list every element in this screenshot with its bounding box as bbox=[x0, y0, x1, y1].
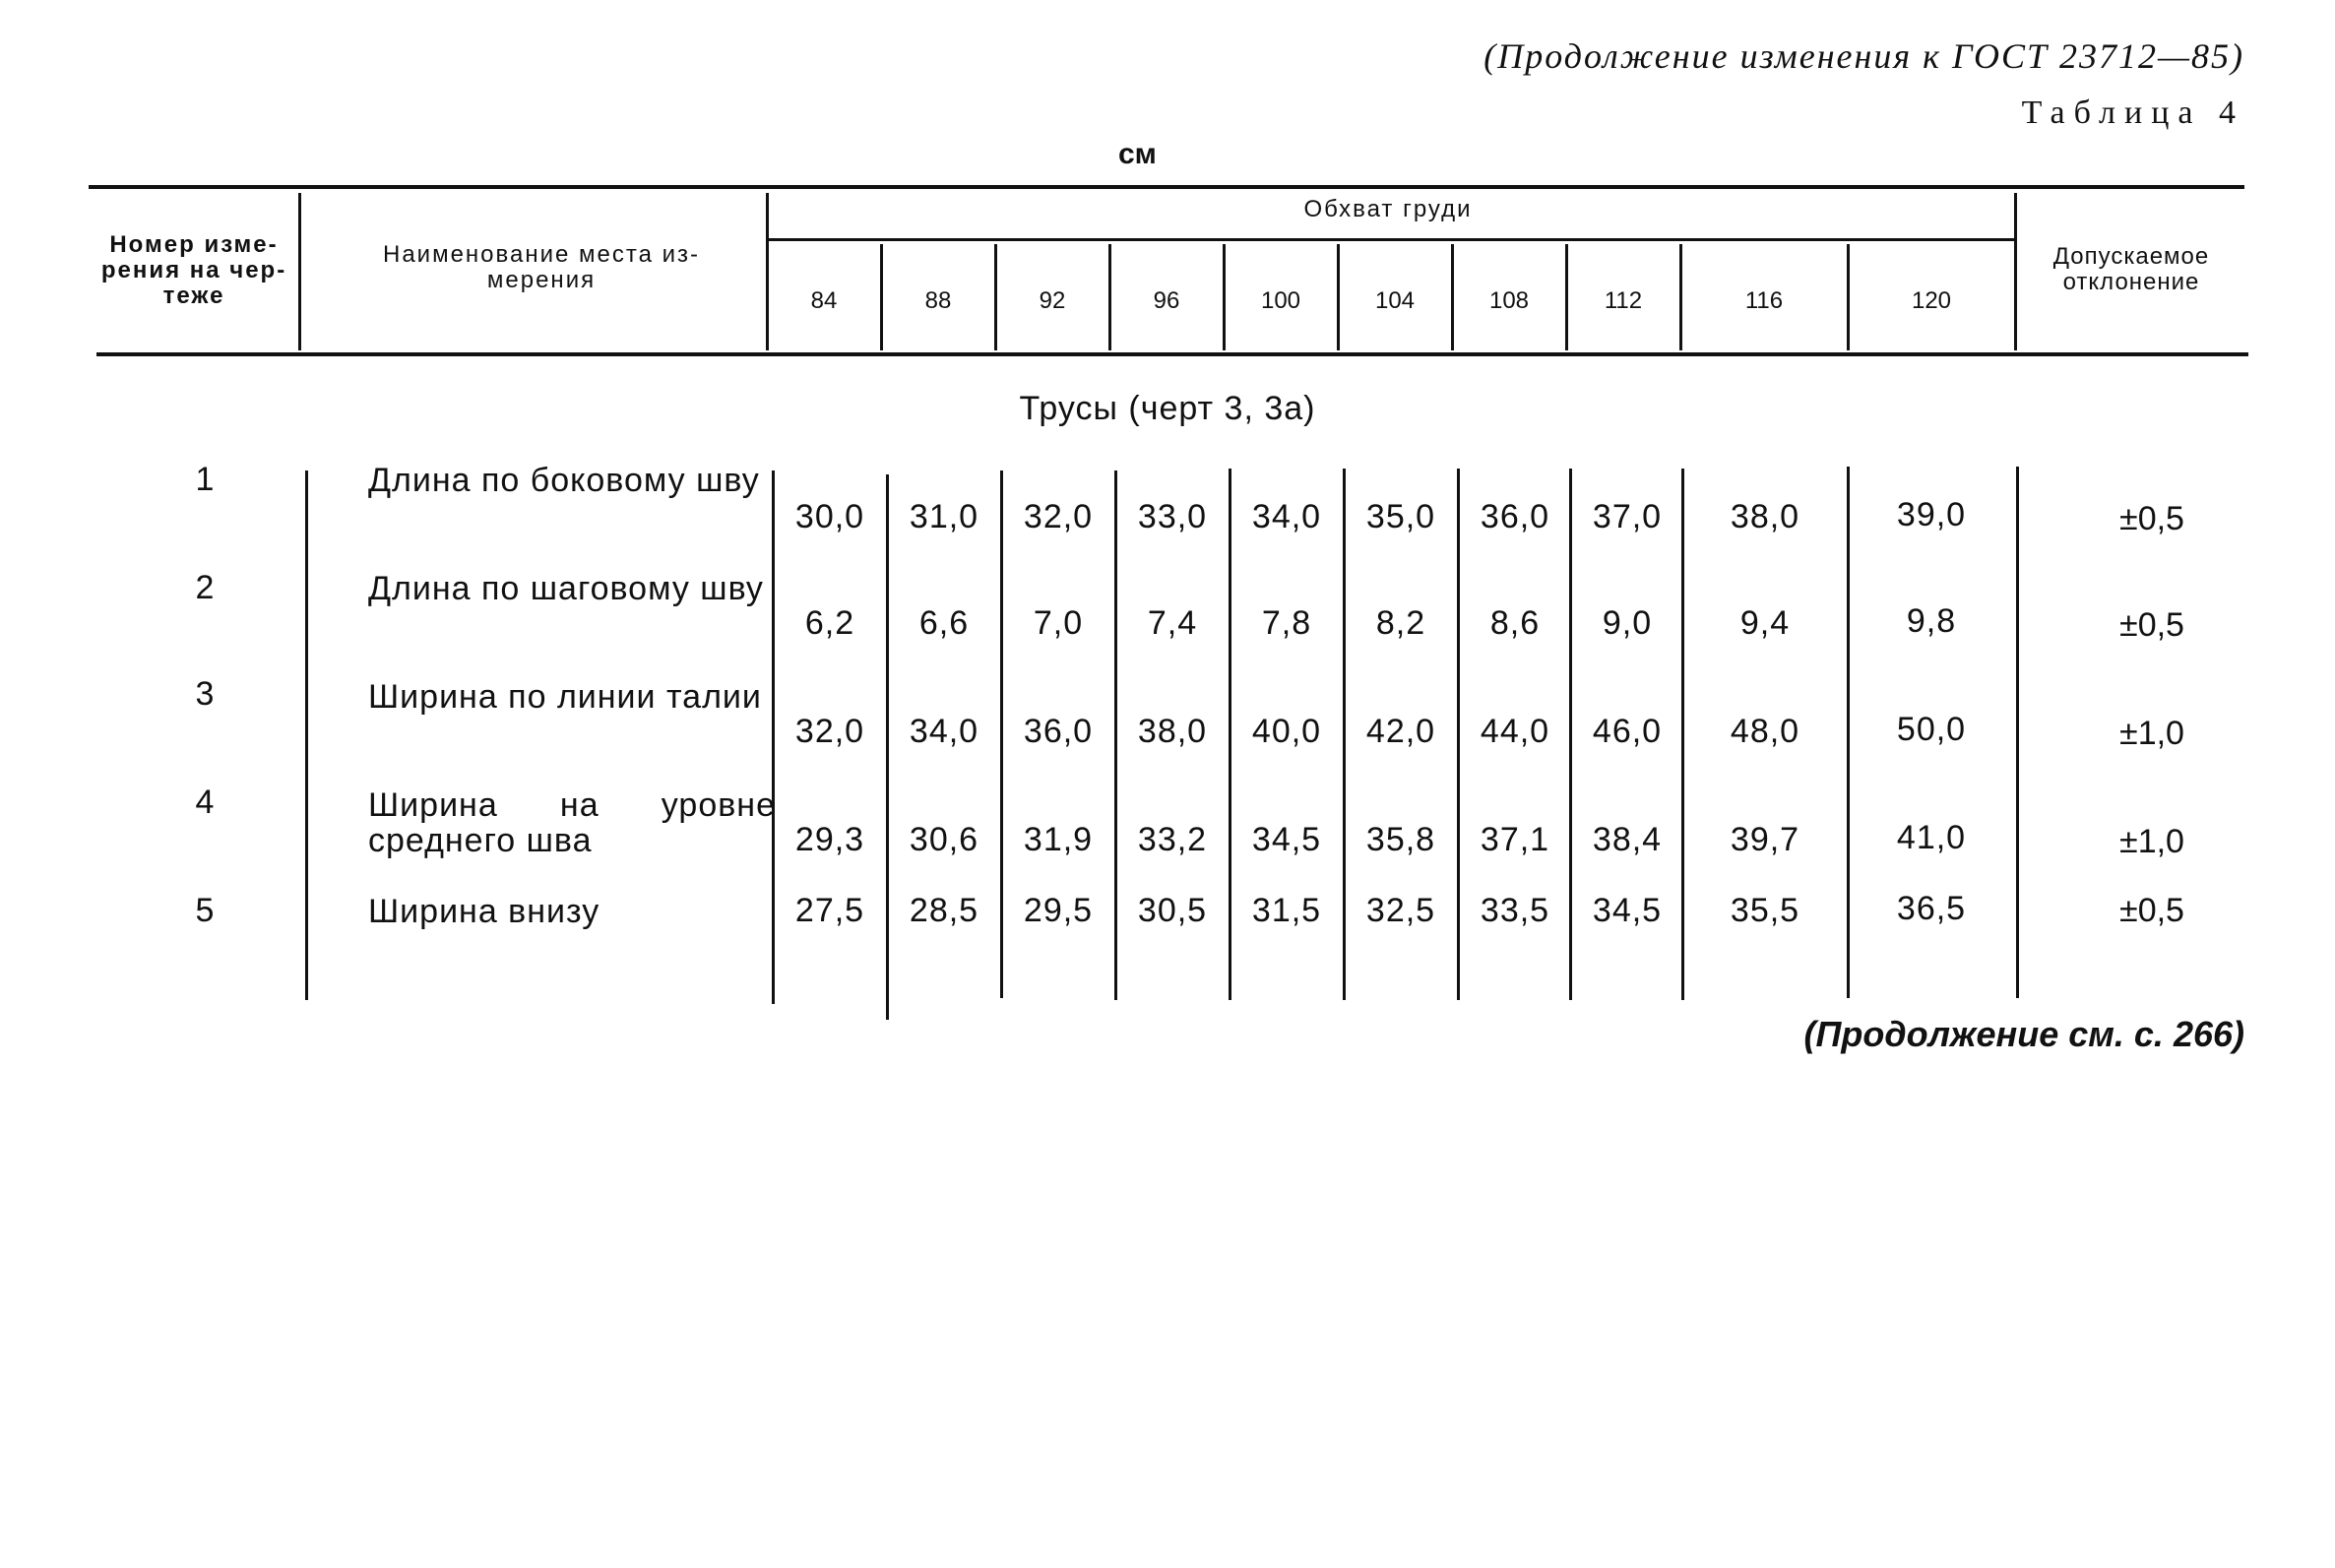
cell-value: 41,0 bbox=[1896, 819, 1967, 856]
header-tolerance: Допускаемое отклонение bbox=[2052, 243, 2210, 295]
cell-value: 33,5 bbox=[1480, 892, 1550, 929]
header-name: Наименование места из- мерения bbox=[382, 241, 701, 293]
cell-value: 35,5 bbox=[1730, 892, 1800, 929]
cell-value: 42,0 bbox=[1365, 713, 1436, 750]
row-number: 4 bbox=[195, 784, 215, 821]
section-title: Трусы (черт 3, 3а) bbox=[1019, 390, 1316, 427]
row-name-text: Длина по шаговому шву bbox=[368, 570, 764, 607]
girth-rule bbox=[768, 238, 2014, 241]
cell-value: 35,8 bbox=[1365, 821, 1436, 858]
cell-value: 40,0 bbox=[1251, 713, 1322, 750]
cell-value: 8,2 bbox=[1375, 604, 1426, 642]
size-84: 84 bbox=[810, 287, 838, 314]
row-number: 3 bbox=[195, 675, 215, 713]
cell-value: 31,5 bbox=[1251, 892, 1322, 929]
cell-value: 32,0 bbox=[1023, 498, 1094, 535]
cell-value: 29,3 bbox=[794, 821, 865, 858]
cell-value: 38,0 bbox=[1137, 713, 1208, 750]
cell-value: 30,5 bbox=[1137, 892, 1208, 929]
table-top-rule bbox=[89, 185, 2244, 189]
cell-value: 39,7 bbox=[1730, 821, 1800, 858]
tolerance-value: ±0,5 bbox=[2119, 500, 2184, 537]
cell-value: 36,5 bbox=[1896, 890, 1967, 927]
row-name bbox=[333, 679, 776, 715]
header-girth-title: Обхват груди bbox=[1303, 196, 1473, 222]
cell-value: 48,0 bbox=[1730, 713, 1800, 750]
size-108: 108 bbox=[1488, 287, 1530, 314]
header-bottom-rule bbox=[96, 352, 2248, 356]
cell-value: 37,1 bbox=[1480, 821, 1550, 858]
row-number: 1 bbox=[195, 461, 215, 498]
size-116: 116 bbox=[1744, 287, 1784, 314]
cell-value: 34,0 bbox=[1251, 498, 1322, 535]
cell-value: 9,8 bbox=[1906, 602, 1957, 640]
unit-label: см bbox=[1118, 138, 1157, 170]
cell-value: 7,0 bbox=[1033, 604, 1084, 642]
cell-value: 46,0 bbox=[1592, 713, 1663, 750]
size-88: 88 bbox=[924, 287, 952, 314]
row-name bbox=[333, 787, 776, 858]
row-name bbox=[333, 463, 776, 498]
size-120: 120 bbox=[1911, 287, 1952, 314]
body-divider bbox=[305, 470, 308, 1000]
row-number: 2 bbox=[195, 569, 215, 606]
tolerance-value: ±1,0 bbox=[2119, 823, 2184, 860]
row-number: 5 bbox=[195, 892, 215, 929]
tolerance-value: ±0,5 bbox=[2119, 606, 2184, 644]
cell-value: 37,0 bbox=[1592, 498, 1663, 535]
row-name-text: Ширина по линии талии bbox=[368, 678, 762, 716]
cell-value: 34,5 bbox=[1251, 821, 1322, 858]
header-number: Номер изме- рения на чер- теже bbox=[100, 231, 287, 309]
cell-value: 32,0 bbox=[794, 713, 865, 750]
cell-value: 44,0 bbox=[1480, 713, 1550, 750]
cell-value: 33,0 bbox=[1137, 498, 1208, 535]
cell-value: 31,9 bbox=[1023, 821, 1094, 858]
cell-value: 36,0 bbox=[1480, 498, 1550, 535]
cell-value: 6,2 bbox=[804, 604, 855, 642]
cell-value: 9,4 bbox=[1739, 604, 1791, 642]
cell-value: 8,6 bbox=[1489, 604, 1541, 642]
cell-value: 36,0 bbox=[1023, 713, 1094, 750]
body-divider bbox=[2016, 467, 2019, 998]
cell-value: 39,0 bbox=[1896, 496, 1967, 533]
size-104: 104 bbox=[1374, 287, 1416, 314]
cell-value: 32,5 bbox=[1365, 892, 1436, 929]
cell-value: 31,0 bbox=[909, 498, 979, 535]
row-name-text: Длина по боковому шву bbox=[368, 462, 760, 499]
row-name bbox=[333, 894, 776, 929]
header-divider bbox=[298, 193, 301, 350]
cell-value: 27,5 bbox=[794, 892, 865, 929]
cell-value: 29,5 bbox=[1023, 892, 1094, 929]
row-name-text: Ширина внизу bbox=[368, 893, 600, 930]
cell-value: 35,0 bbox=[1365, 498, 1436, 535]
cell-value: 34,0 bbox=[909, 713, 979, 750]
cell-value: 38,0 bbox=[1730, 498, 1800, 535]
cell-value: 9,0 bbox=[1602, 604, 1653, 642]
cell-value: 50,0 bbox=[1896, 711, 1967, 748]
size-96: 96 bbox=[1153, 287, 1180, 314]
header-divider bbox=[2014, 193, 2017, 350]
table-label: Таблица 4 bbox=[2021, 94, 2244, 131]
continuation-note: (Продолжение изменения к ГОСТ 23712—85) bbox=[1483, 36, 2244, 76]
row-name-text: Ширина на уровне среднего шва bbox=[368, 786, 776, 859]
cell-value: 7,8 bbox=[1261, 604, 1312, 642]
cell-value: 6,6 bbox=[918, 604, 970, 642]
size-100: 100 bbox=[1260, 287, 1301, 314]
tolerance-value: ±1,0 bbox=[2119, 715, 2184, 752]
row-name bbox=[333, 571, 776, 606]
cell-value: 34,5 bbox=[1592, 892, 1663, 929]
size-92: 92 bbox=[1039, 287, 1066, 314]
cell-value: 33,2 bbox=[1137, 821, 1208, 858]
cell-value: 28,5 bbox=[909, 892, 979, 929]
cell-value: 30,0 bbox=[794, 498, 865, 535]
continuation-bottom-note: (Продолжение см. с. 266) bbox=[1803, 1014, 2244, 1054]
cell-value: 38,4 bbox=[1592, 821, 1663, 858]
tolerance-value: ±0,5 bbox=[2119, 892, 2184, 929]
cell-value: 30,6 bbox=[909, 821, 979, 858]
cell-value: 7,4 bbox=[1147, 604, 1198, 642]
size-112: 112 bbox=[1604, 287, 1643, 314]
